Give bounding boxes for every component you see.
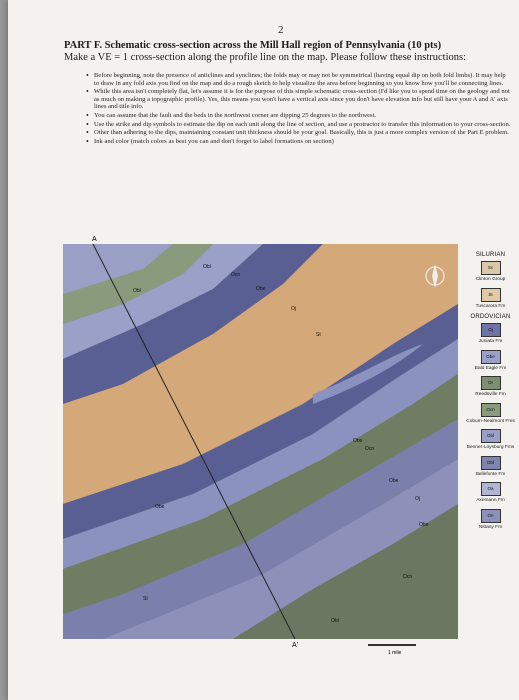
legend-unit-name: Bellefonte Fm bbox=[475, 471, 506, 477]
map-label: Obe bbox=[155, 504, 165, 510]
map-label: Obe bbox=[389, 478, 399, 484]
map-label: Obe bbox=[256, 286, 266, 292]
instruction-item: • Other than adhering to the dips, maintaining constant unit thickness should be your goal. Basically, this is just a more complex version of the Part E problem. bbox=[86, 129, 511, 137]
map-label: Ocn bbox=[403, 574, 413, 580]
scale-label: 1 mile bbox=[388, 650, 402, 656]
instruction-item: • You can assume that the fault and the beds in the northwest corner are dipping 25 degrees to the northwest. bbox=[86, 112, 511, 120]
legend-unit-name: Axemann Fm bbox=[476, 498, 505, 503]
map-label: Ocn bbox=[365, 446, 375, 452]
legend-swatch: Ocn bbox=[481, 403, 501, 417]
profile-start-label: A bbox=[92, 236, 97, 243]
profile-end-label: A' bbox=[292, 642, 299, 649]
map-label: Obl bbox=[331, 618, 339, 624]
map-label: Obe bbox=[353, 438, 363, 444]
legend-swatch: St bbox=[481, 288, 501, 302]
part-f-title bbox=[64, 40, 514, 64]
map-label: Oj bbox=[415, 496, 420, 502]
legend-swatch: Obf bbox=[481, 456, 501, 470]
map-legend bbox=[462, 248, 519, 535]
legend-swatch: On bbox=[481, 509, 501, 523]
instruction-item: • Ink and color (match colors as best you can and don't forget to label formations on section) bbox=[86, 138, 511, 146]
legend-unit-name: Clinton Group bbox=[475, 277, 506, 282]
map-label: Obl bbox=[203, 264, 211, 270]
legend-unit-name: Tuscarora Fm bbox=[475, 303, 506, 309]
part-f-subheading: Make a VE = 1 cross-section along the profile line on the map. Please follow these instructions: bbox=[64, 52, 467, 63]
map-label: St bbox=[316, 332, 321, 338]
legend-swatch: Or bbox=[481, 376, 501, 390]
legend-heading-ordovician: ORDOVICIAN bbox=[470, 314, 511, 320]
page-number: 2 bbox=[278, 24, 284, 36]
legend-unit-name: Reedsville Fm bbox=[475, 392, 506, 397]
legend-unit-name: Nittany Fm bbox=[478, 524, 503, 530]
instruction-item: • While this area isn't completely flat, let's assume it is for the purpose of this simple schematic cross-section (I'd like you to spend time on the geology and not as much on making a topographic profile). Yes, this means you won't have a vertical axis since you don't have elevation info but still have your A and A' axis lines and title info. bbox=[86, 88, 511, 111]
map-label: Ocn bbox=[231, 272, 241, 278]
instruction-item: • Use the strike and dip symbols to estimate the dip on each unit along the line of section, and use a protractor to transfer this information to your cross-section. bbox=[86, 121, 511, 129]
legend-swatch: Obl bbox=[481, 429, 501, 443]
legend-unit-name: Bald Eagle Fm bbox=[474, 365, 507, 371]
legend-swatch: Oj bbox=[481, 323, 501, 337]
scale-bar bbox=[368, 644, 416, 646]
legend-heading-silurian: SILURIAN bbox=[475, 252, 506, 258]
instruction-list bbox=[86, 72, 511, 146]
map-label: St bbox=[143, 596, 148, 602]
instruction-item: • Before beginning, note the presence of anticlines and synclines; the folds may or may not be symmetrical (having equal dip on both fold limbs). It may help to draw in any fold axis you find on the map and do a rough sketch to help visualize the area before beginning so you know how you'll be connecting lines. bbox=[86, 72, 511, 87]
legend-unit-name: Juniata Fm bbox=[478, 339, 503, 344]
part-f-heading: PART F. Schematic cross-section across the Mill Hall region of Pennsylvania (10 pts) bbox=[64, 40, 442, 51]
legend-unit-name: Benner-Loysburg Fms bbox=[466, 445, 515, 450]
map-label: Obl bbox=[133, 288, 141, 294]
geologic-map bbox=[63, 244, 458, 639]
map-label: Oj bbox=[291, 306, 296, 312]
legend-swatch: Sc bbox=[481, 261, 501, 275]
legend-unit-name: Coburn-Nealmont Fms bbox=[466, 418, 515, 424]
legend-swatch: Obe bbox=[481, 350, 501, 364]
map-label: Obe bbox=[419, 522, 429, 528]
legend-swatch: Oa bbox=[481, 482, 501, 496]
